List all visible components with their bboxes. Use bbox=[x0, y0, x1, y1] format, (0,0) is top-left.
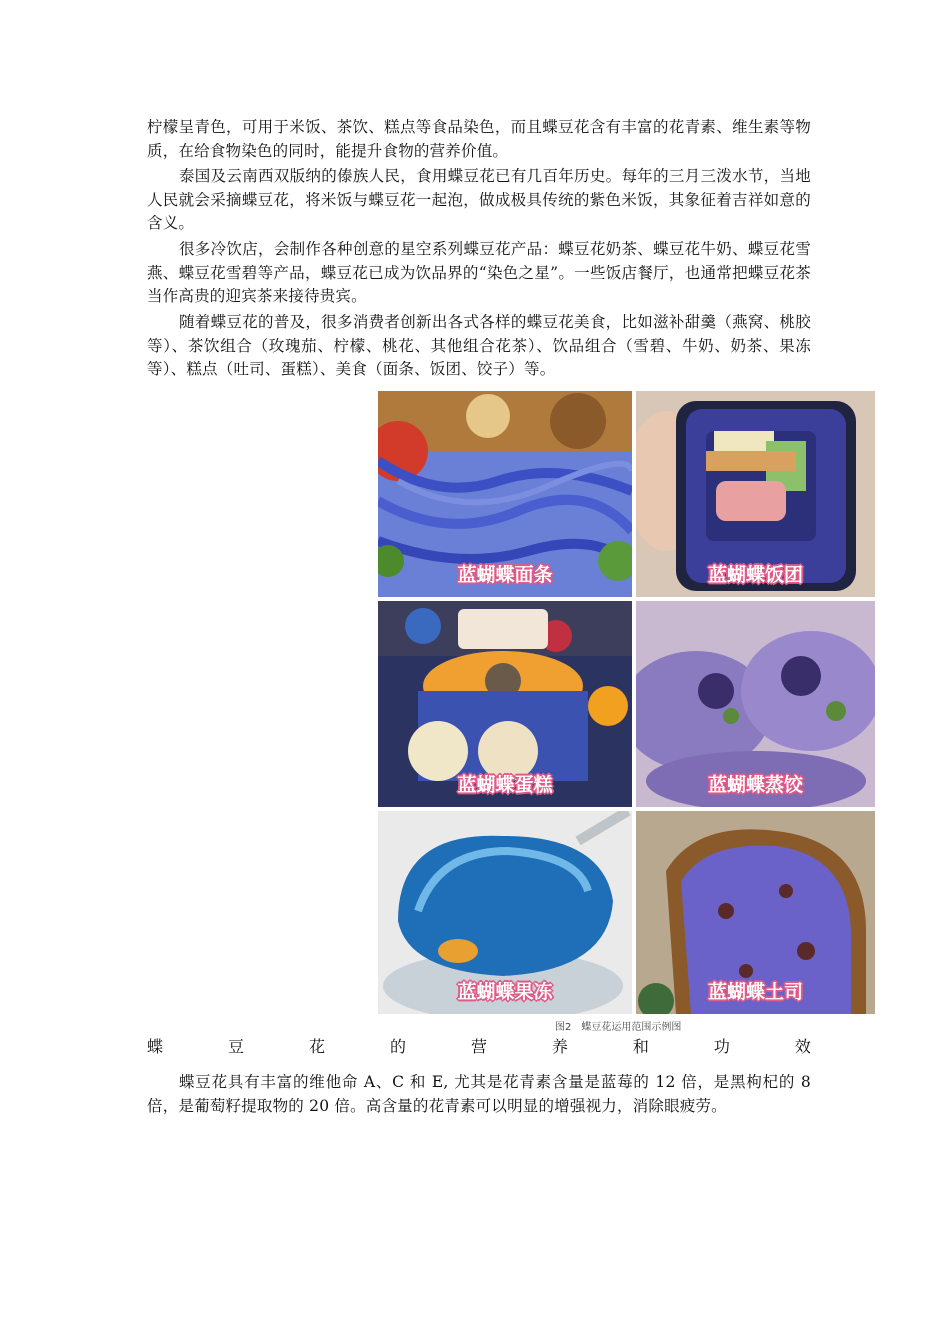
noodles-label: 蓝蝴蝶面条 bbox=[457, 564, 553, 586]
paragraph-4: 随着蝶豆花的普及，很多消费者创新出各式各样的蝶豆花美食，比如滋补甜羹（燕窝、桃胶等）、茶饮组合（玫瑰茄、柠檬、桃花、其他组合花茶）、饮品组合（雪碧、牛奶、奶茶、果冻等）、糕点（吐司、蛋糕）、美食（面条、饭团、饺子）等。 bbox=[147, 313, 811, 378]
heading-char: 功 bbox=[713, 1037, 730, 1056]
noodles-photo bbox=[378, 391, 632, 597]
heading-char: 豆 bbox=[227, 1037, 244, 1056]
jelly-label: 蓝蝴蝶果冻 bbox=[457, 981, 553, 1003]
section-heading bbox=[147, 1035, 811, 1059]
toast-photo bbox=[636, 811, 875, 1014]
cake-photo bbox=[378, 601, 632, 807]
heading-char: 养 bbox=[551, 1037, 568, 1056]
paragraph-2: 泰国及云南西双版纳的傣族人民，食用蝶豆花已有几百年历史。每年的三月三泼水节，当地人民就会采摘蝶豆花，将米饭与蝶豆花一起泡，做成极具传统的紫色米饭，其象征着吉祥如意的含义。 bbox=[147, 167, 811, 232]
heading-char: 和 bbox=[632, 1037, 649, 1056]
food-photo-collage bbox=[378, 391, 875, 1014]
heading-char: 花 bbox=[308, 1037, 325, 1056]
rice-roll-label: 蓝蝴蝶饭团 bbox=[707, 564, 803, 586]
dumplings-photo bbox=[636, 601, 875, 807]
heading-char: 的 bbox=[389, 1037, 406, 1056]
paragraph-3: 很多冷饮店，会制作各种创意的星空系列蝶豆花产品：蝶豆花奶茶、蝶豆花牛奶、蝶豆花雪燕、蝶豆花雪碧等产品，蝶豆花已成为饮品界的“染色之星”。一些饭店餐厅，也通常把蝶豆花茶当作高贵的迎宾茶来接待贵宾。 bbox=[147, 240, 811, 305]
figure-caption: 图2 蝶豆花运用范围示例图 bbox=[555, 1022, 682, 1033]
heading-char: 营 bbox=[470, 1037, 487, 1056]
heading-char: 蝶 bbox=[147, 1037, 164, 1056]
dumplings-label: 蓝蝴蝶蒸饺 bbox=[707, 774, 803, 796]
cake-label: 蓝蝴蝶蛋糕 bbox=[457, 774, 553, 796]
paragraph-5: 蝶豆花具有丰富的维他命 A、C 和 E, 尤其是花青素含量是蓝莓的 12 倍，是黑枸杞的 8 倍，是葡萄籽提取物的 20 倍。高含量的花青素可以明显的增强视力，消除眼疲劳。 bbox=[147, 1073, 811, 1115]
toast-label: 蓝蝴蝶土司 bbox=[707, 981, 803, 1003]
jelly-photo bbox=[378, 811, 632, 1014]
paragraph-1: 柠檬呈青色，可用于米饭、茶饮、糕点等食品染色，而且蝶豆花含有丰富的花青素、维生素等物质，在给食物染色的同时，能提升食物的营养价值。 bbox=[147, 118, 811, 160]
rice-roll-photo bbox=[636, 391, 875, 597]
heading-char: 效 bbox=[794, 1037, 811, 1056]
